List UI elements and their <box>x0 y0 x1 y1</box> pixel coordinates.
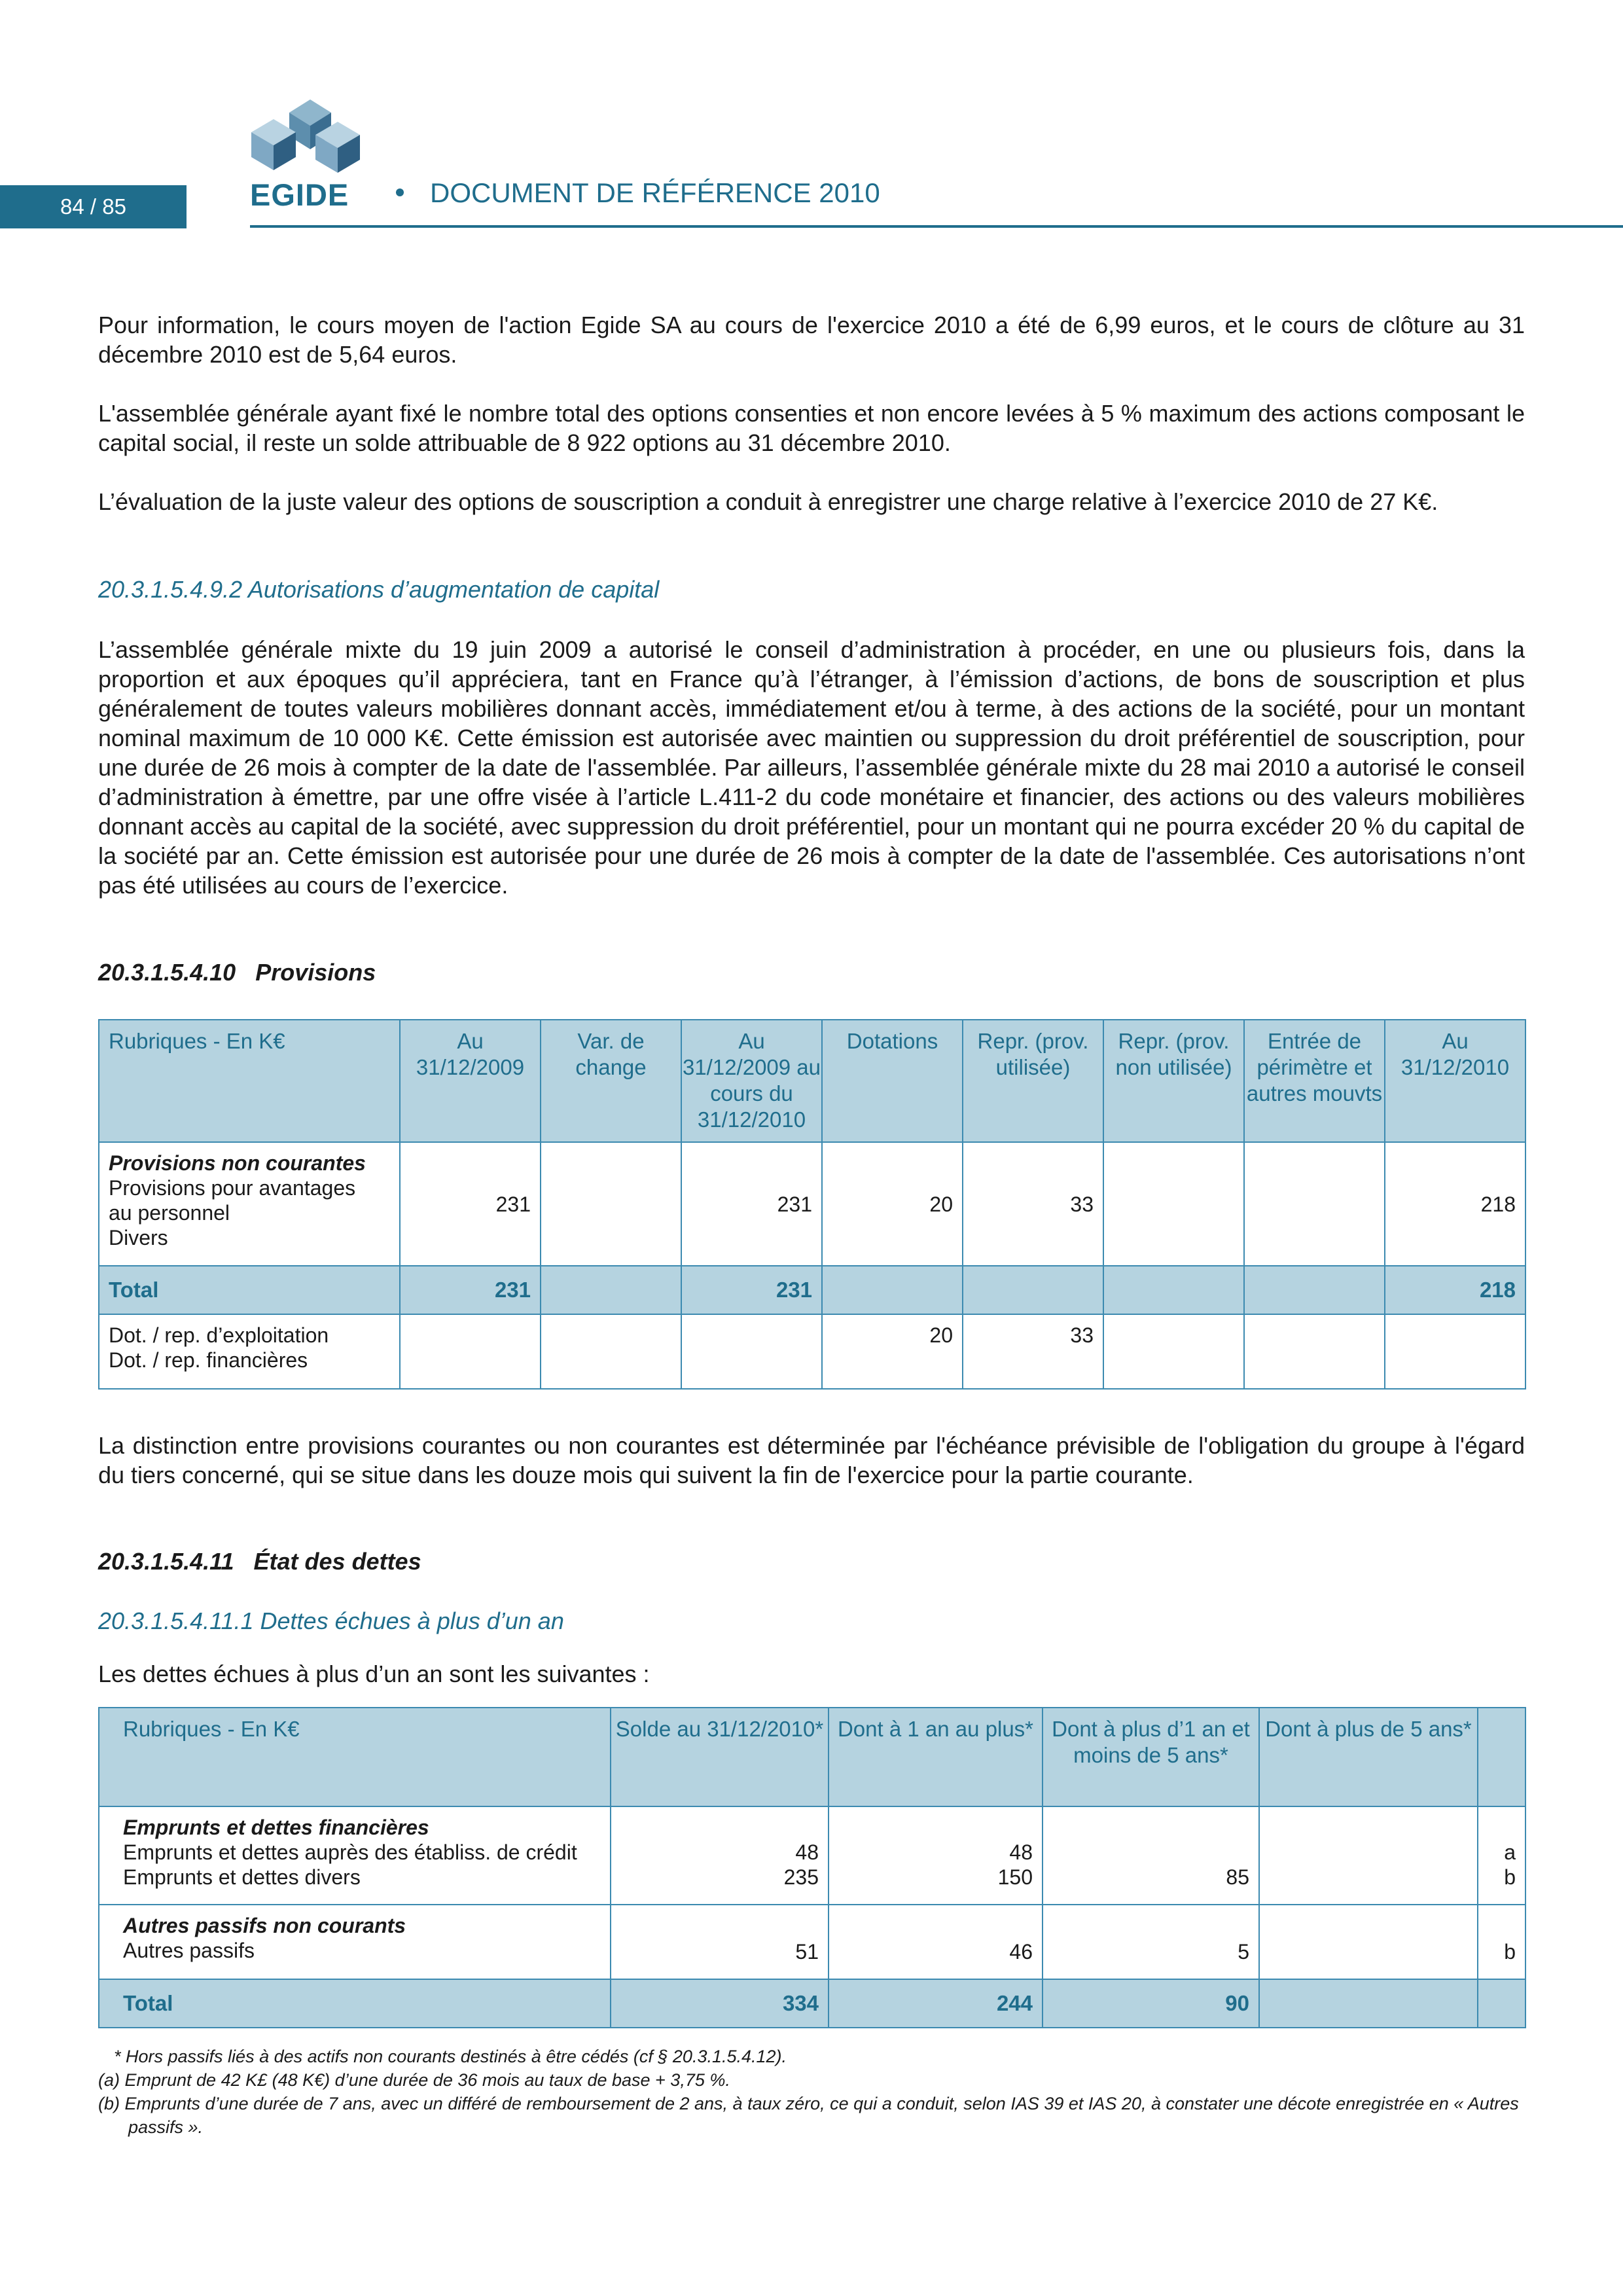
note-ref: b <box>1504 1865 1516 1889</box>
cell-value: 150 <box>997 1865 1033 1889</box>
provisions-note-paragraph: La distinction entre provisions courantes ou non courantes est déterminée par l'échéance prévisible de l'obligation du groupe à l'égard du tiers concerné, qui se situe dans les douze mois qui suivent la fin de l'exercice pour la partie courante. <box>98 1432 1525 1488</box>
row-line: Emprunts et dettes divers <box>123 1865 361 1889</box>
cell: 334 <box>611 1979 829 2028</box>
total-label: Total <box>99 1266 400 1314</box>
cell: 46 <box>829 1905 1043 1979</box>
cell <box>829 1806 1043 1905</box>
cell <box>1259 1905 1478 1979</box>
col-header: Dotations <box>822 1020 963 1142</box>
row-line: Autres passifs <box>123 1939 255 1962</box>
row-line: Dot. / rep. d’exploitation <box>109 1323 329 1347</box>
row-label <box>99 1142 400 1266</box>
cell <box>1103 1266 1244 1314</box>
cell: 231 <box>681 1266 822 1314</box>
note-ref: a <box>1504 1840 1516 1864</box>
section-subtitle-dettes: 20.3.1.5.4.11.1 Dettes échues à plus d’un an <box>98 1607 564 1634</box>
col-header: Repr. (prov. utilisée) <box>963 1020 1103 1142</box>
document-title <box>396 177 880 209</box>
cell-value: 48 <box>1009 1840 1033 1864</box>
col-header: Entrée de périmètre et autres mouvts <box>1244 1020 1385 1142</box>
cell <box>1244 1142 1385 1266</box>
cell <box>1043 1806 1259 1905</box>
heading-title: État des dettes <box>253 1548 421 1575</box>
table-header-row <box>99 1020 1525 1142</box>
col-header: Dont à 1 an au plus* <box>829 1708 1043 1806</box>
cell: 51 <box>611 1905 829 1979</box>
intro-paragraph-1: Pour information, le cours moyen de l'action Egide SA au cours de l'exercice 2010 a été de 6,99 euros, et le cours de clôture au 31 décembre 2010 est de 5,64 euros. <box>98 312 1525 368</box>
col-header: Solde au 31/12/2010* <box>611 1708 829 1806</box>
section-heading-provisions <box>98 959 376 986</box>
cell <box>611 1806 829 1905</box>
heading-number: 20.3.1.5.4.11 <box>98 1548 234 1575</box>
col-header: Dont à plus d’1 an et moins de 5 ans* <box>1043 1708 1259 1806</box>
capital-paragraph: L’assemblée générale mixte du 19 juin 2009 a autorisé le conseil d’administration à procéder, en une ou plusieurs fois, dans la proportion et aux époques qu’il appréciera, tant en France qu’à l’étranger, à l’émission d’actions, de bons de souscription et plus généralement de toutes valeurs mobilières donnant accès, immédiatement et/ou à terme, à des actions de la société, pour un montant nominal maximum de 10 000 K€. Cette émission est autorisée avec maintien ou suppression du droit préférentiel de souscription, pour une durée de 26 mois à compter de la date de l'assemblée. Par ailleurs, l’assemblée générale mixte du 28 mai 2010 a autorisé le conseil d’administration à émettre, par une offre visée à l’article L.411-2 du code monétaire et financier, des actions ou des valeurs mobilières donnant accès au capital de la société, avec suppression du droit préférentiel, pour un montant qui ne pourra excéder 20 % du capital de la société par an. Cette émission est autorisée pour une durée de 26 mois à compter de la date de l'assemblée. Ces autorisations n’ont pas été utilisées au cours de l’exercice. <box>98 636 1525 899</box>
cell <box>963 1266 1103 1314</box>
col-header <box>1478 1708 1525 1806</box>
footnote-b: (b) Emprunts d’une durée de 7 ans, avec un différé de remboursement de 2 ans, à taux zéro, ce qui a conduit, selon IAS 39 et IAS 20, à constater une décote enregistrée en « Autres passifs ». <box>98 2094 1519 2137</box>
cell <box>400 1314 541 1389</box>
page-indicator: 84 / 85 <box>0 185 187 228</box>
group-title: Autres passifs non courants <box>123 1914 406 1937</box>
footnote-star: * Hors passifs liés à des actifs non courants destinés à être cédés (cf § 20.3.1.5.4.12). <box>114 2047 787 2066</box>
cell <box>822 1266 963 1314</box>
cell-value: 85 <box>1226 1865 1249 1889</box>
intro-paragraph-2: L'assemblée générale ayant fixé le nombre total des options consenties et non encore levées à 5 % maximum des actions composant le capital social, il reste un solde attribuable de 8 922 options au 31 décembre 2010. <box>98 400 1525 456</box>
cell <box>1478 1806 1525 1905</box>
group-title: Provisions non courantes <box>109 1151 366 1175</box>
cell: 244 <box>829 1979 1043 2028</box>
heading-title: Provisions <box>255 959 376 986</box>
col-header: Rubriques - En K€ <box>99 1020 400 1142</box>
cell <box>1385 1314 1525 1389</box>
svg-text:EGIDE: EGIDE <box>250 177 349 207</box>
table-row <box>99 1905 1525 1979</box>
cell: 90 <box>1043 1979 1259 2028</box>
provisions-table <box>98 1019 1526 1390</box>
col-header: Rubriques - En K€ <box>99 1708 611 1806</box>
section-heading-dettes <box>98 1548 421 1575</box>
col-header: Repr. (prov. non utilisée) <box>1103 1020 1244 1142</box>
intro-paragraph-3: L’évaluation de la juste valeur des options de souscription a conduit à enregistrer une charge relative à l’exercice 2010 de 27 K€. <box>98 488 1438 515</box>
header-divider <box>250 225 1623 228</box>
cell <box>1103 1142 1244 1266</box>
row-line: Divers <box>109 1226 168 1249</box>
table-row <box>99 1314 1525 1389</box>
cell: 231 <box>400 1266 541 1314</box>
row-line: au personnel <box>109 1201 230 1225</box>
cell <box>1259 1979 1478 2028</box>
cell: 218 <box>1385 1142 1525 1266</box>
total-row <box>99 1979 1525 2028</box>
cell: 231 <box>681 1142 822 1266</box>
cell <box>681 1314 822 1389</box>
egide-logo-icon <box>250 86 365 207</box>
row-label <box>99 1905 611 1979</box>
cell: 20 <box>822 1142 963 1266</box>
footnote-a: (a) Emprunt de 42 K£ (48 K€) d’une durée de 36 mois au taux de base + 3,75 %. <box>98 2070 730 2090</box>
heading-number: 20.3.1.5.4.10 <box>98 959 236 986</box>
cell: 5 <box>1043 1905 1259 1979</box>
row-line: Emprunts et dettes auprès des établiss. de crédit <box>123 1840 577 1864</box>
title-bullet-icon <box>396 188 404 196</box>
note-ref: b <box>1478 1905 1525 1979</box>
total-label: Total <box>99 1979 611 2028</box>
col-header: Dont à plus de 5 ans* <box>1259 1708 1478 1806</box>
dettes-table <box>98 1707 1526 2028</box>
cell <box>1103 1314 1244 1389</box>
table-row <box>99 1806 1525 1905</box>
row-label <box>99 1806 611 1905</box>
col-header: Var. de change <box>541 1020 681 1142</box>
col-header: Au 31/12/2010 <box>1385 1020 1525 1142</box>
row-line: Provisions pour avantages <box>109 1176 356 1200</box>
cell <box>541 1266 681 1314</box>
table-row <box>99 1142 1525 1266</box>
cell <box>541 1314 681 1389</box>
cell-value: 235 <box>783 1865 819 1889</box>
cell <box>541 1142 681 1266</box>
cell <box>1244 1314 1385 1389</box>
cell: 218 <box>1385 1266 1525 1314</box>
col-header: Au 31/12/2009 au cours du 31/12/2010 <box>681 1020 822 1142</box>
table-header-row <box>99 1708 1525 1806</box>
document-title-text: DOCUMENT DE RÉFÉRENCE 2010 <box>430 177 880 208</box>
cell-value: 48 <box>795 1840 819 1864</box>
cell: 33 <box>963 1142 1103 1266</box>
row-label <box>99 1314 400 1389</box>
section-title-capital: 20.3.1.5.4.9.2 Autorisations d’augmentation de capital <box>98 576 660 603</box>
footnotes <box>98 2045 1525 2139</box>
cell: 33 <box>963 1314 1103 1389</box>
cell <box>1259 1806 1478 1905</box>
col-header: Au 31/12/2009 <box>400 1020 541 1142</box>
cell <box>1244 1266 1385 1314</box>
egide-logo <box>250 86 365 207</box>
dettes-intro: Les dettes échues à plus d’un an sont les suivantes : <box>98 1660 650 1687</box>
cell: 231 <box>400 1142 541 1266</box>
cell: 20 <box>822 1314 963 1389</box>
cell <box>1478 1979 1525 2028</box>
group-title: Emprunts et dettes financières <box>123 1816 429 1839</box>
row-line: Dot. / rep. financières <box>109 1348 308 1372</box>
total-row <box>99 1266 1525 1314</box>
